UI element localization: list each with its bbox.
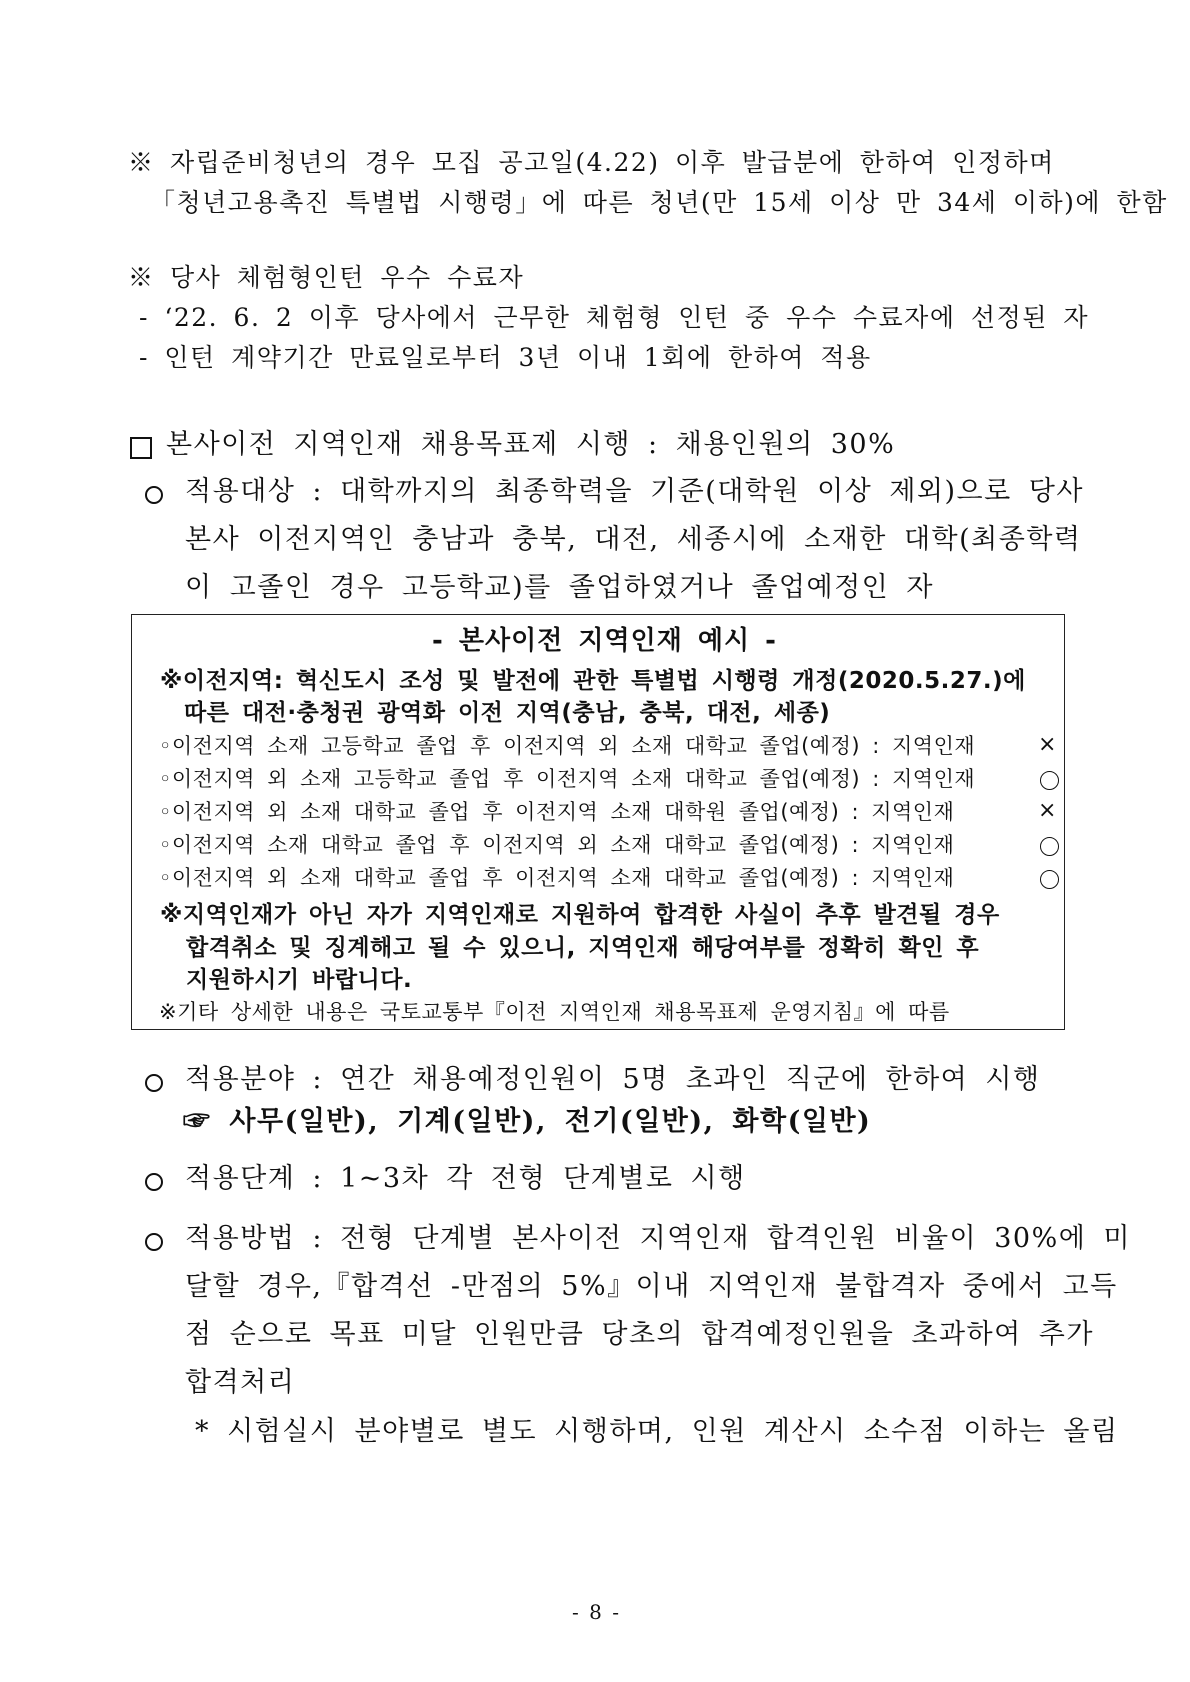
- target-line2: 본사 이전지역인 충남과 충북, 대전, 세종시에 소재한 대학(최종학력: [185, 524, 1082, 555]
- stage-line1: 적용단계 : 1~3차 각 전형 단계별로 시행: [185, 1163, 746, 1194]
- method-line1: 적용방법 : 전형 단계별 본사이전 지역인재 합격인원 비율이 30%에 미: [185, 1223, 1131, 1254]
- example-item-4: ◦이전지역 소재 대학교 졸업 후 이전지역 외 소재 대학교 졸업(예정) : 지역인재: [159, 833, 955, 857]
- page-number: - 8 -: [572, 1600, 621, 1624]
- example-warning-line1: ※지역인재가 아닌 자가 지역인재로 지원하여 합격한 사실이 추후 발견될 경우: [160, 902, 1000, 928]
- circle-bullet-icon: [145, 1233, 163, 1251]
- method-line4: 합격처리: [185, 1367, 296, 1398]
- x-mark-icon: ×: [1038, 732, 1057, 757]
- target-line1: 적용대상 : 대학까지의 최종학력을 기준(대학원 이상 제외)으로 당사: [185, 476, 1084, 507]
- example-box-title: - 본사이전 지역인재 예시 -: [432, 626, 777, 656]
- field-line2: ☞ 사무(일반), 기계(일반), 전기(일반), 화학(일반): [183, 1106, 872, 1137]
- example-warning-line2: 합격취소 및 징계해고 될 수 있으니, 지역인재 해당여부를 정확히 확인 후: [186, 935, 980, 961]
- o-mark-icon: [1040, 870, 1059, 889]
- field-line1: 적용분야 : 연간 채용예정인원이 5명 초과인 직군에 한하여 시행: [185, 1064, 1041, 1095]
- target-line3: 이 고졸인 경우 고등학교)를 졸업하였거나 졸업예정인 자: [185, 572, 934, 603]
- o-mark-icon: [1040, 771, 1059, 790]
- intern-note-item1: - ‘22. 6. 2 이후 당사에서 근무한 체험형 인턴 중 우수 수료자에 선정된 자: [139, 303, 1089, 332]
- example-item-3: ◦이전지역 외 소재 대학교 졸업 후 이전지역 소재 대학원 졸업(예정) : 지역인재: [159, 800, 955, 824]
- section-heading: 본사이전 지역인재 채용목표제 시행 : 채용인원의 30%: [166, 429, 896, 460]
- example-item-2: ◦이전지역 외 소재 고등학교 졸업 후 이전지역 소재 대학교 졸업(예정) : 지역인재: [159, 767, 976, 791]
- method-line3: 점 순으로 목표 미달 인원만큼 당초의 합격예정인원을 초과하여 추가: [185, 1319, 1094, 1350]
- intern-note-item2: - 인턴 계약기간 만료일로부터 3년 이내 1회에 한하여 적용: [139, 343, 872, 372]
- circle-bullet-icon: [145, 486, 163, 504]
- example-warning-line3: 지원하시기 바랍니다.: [186, 967, 413, 993]
- self-reliance-note-line1: ※ 자립준비청년의 경우 모집 공고일(4.22) 이후 발급분에 한하여 인정하며: [128, 148, 1055, 177]
- example-region-line2: 따른 대전·충청권 광역화 이전 지역(충남, 충북, 대전, 세종): [184, 700, 831, 726]
- example-item-1: ◦이전지역 소재 고등학교 졸업 후 이전지역 외 소재 대학교 졸업(예정) : 지역인재: [159, 734, 976, 758]
- x-mark-icon: ×: [1038, 798, 1057, 823]
- circle-bullet-icon: [145, 1173, 163, 1191]
- method-footnote: * 시험실시 분야별로 별도 시행하며, 인원 계산시 소수점 이하는 올림: [195, 1416, 1119, 1447]
- circle-bullet-icon: [145, 1074, 163, 1092]
- example-item-5: ◦이전지역 외 소재 대학교 졸업 후 이전지역 소재 대학교 졸업(예정) : 지역인재: [159, 866, 955, 890]
- example-etc-note: ※기타 상세한 내용은 국토교통부『이전 지역인재 채용목표제 운영지침』에 따름: [159, 1000, 950, 1024]
- checkbox-icon: [130, 437, 152, 459]
- self-reliance-note-line2: 「청년고용촉진 특별법 시행령」에 따른 청년(만 15세 이상 만 34세 이하)에 한함: [150, 188, 1168, 217]
- method-line2: 달할 경우,『합격선 -만점의 5%』이내 지역인재 불합격자 중에서 고득: [185, 1271, 1118, 1302]
- example-region-line1: ※이전지역: 혁신도시 조성 및 발전에 관한 특별법 시행령 개정(2020.5.27.)에: [160, 668, 1026, 694]
- o-mark-icon: [1040, 837, 1059, 856]
- intern-note-title: ※ 당사 체험형인턴 우수 수료자: [128, 263, 525, 292]
